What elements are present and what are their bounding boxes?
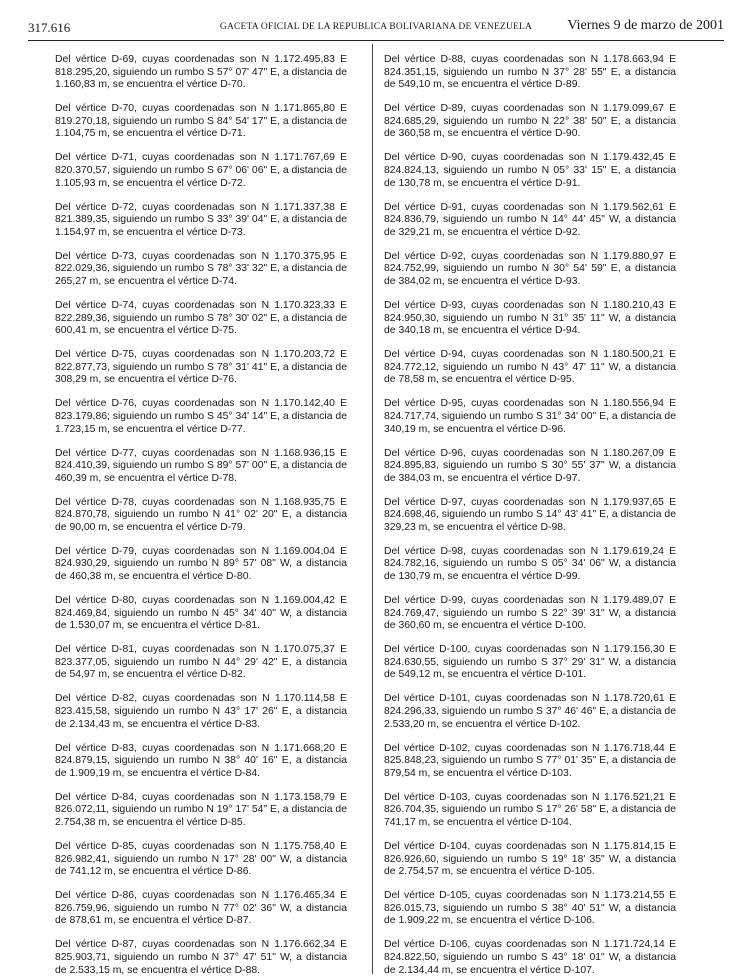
vertex-paragraph: Del vértice D-85, cuyas coordenadas son N 1.175.758,40 E 826.982,41, siguiendo un rumbo N 17° 28' 00" W, a distancia de 741,12 m, se encuentra el vértice D-86. — [55, 841, 347, 878]
vertex-paragraph: Del vértice D-81, cuyas coordenadas son N 1.170.075,37 E 823.377,05, siguiendo un rumbo N 44° 29' 42" E, a distancia de 54,97 m, se encuentra el vértice D-82. — [55, 644, 347, 681]
vertex-paragraph: Del vértice D-74, cuyas coordenadas son N 1.170.323,33 E 822.289,36, siguiendo un rumbo S 78° 30' 02" E, a distancia de 600,41 m, se encuentra el vértice D-75. — [55, 299, 347, 337]
vertex-paragraph: Del vértice D-94, cuyas coordenadas son N 1.180.500,21 E 824.772,12, siguiendo un rumbo N 43° 47' 11" W, a distancia de 78,58 m, se encuentra el vértice D-95. — [384, 349, 676, 386]
vertex-paragraph: Del vértice D-89, cuyas coordenadas son N 1.179.099,67 E 824.685,29, siguiendo un rumbo N 22° 38' 50" E, a distancia de 360,58 m, se encuentra el vértice D-90. — [384, 103, 676, 140]
vertex-paragraph: Del vértice D-100, cuyas coordenadas son N 1.179.156,30 E 824.630,55, siguiendo un rumbo S 37° 29' 31" W, a distancia de 549,12 m, se encuentra el vértice D-101. — [384, 644, 676, 681]
vertex-paragraph: Del vértice D-70, cuyas coordenadas son N 1.171.865,80 E 819.270,18, siguiendo un rumbo S 84° 54' 17" E, a distancia de 1.104,75 m, se encuentra el vértice D-71. — [55, 103, 347, 140]
vertex-paragraph: Del vértice D-92, cuyas coordenadas son N 1.179.880,97 E 824.752,99, siguiendo un rumbo N 30° 54' 59" E, a distancia de 384,02 m, se encuentra el vértice D-93. — [384, 250, 676, 287]
vertex-paragraph: Del vértice D-102, cuyas coordenadas son N 1.176.718,44 E 825.848,23, siguiendo un rumbo S 77° 01' 35" E, a distancia de 879,54 m, se encuentra el vértice D-103. — [384, 742, 676, 779]
vertex-paragraph: Del vértice D-78, cuyas coordenadas son N 1.168.935,75 E 824.870,78, siguiendo un rumbo N 41° 02' 20" E, a distancia de 90,00 m, se encuentra el vértice D-79. — [55, 496, 347, 533]
vertex-paragraph: Del vértice D-82, cuyas coordenadas son N 1.170.114,58 E 823.415,58, siguiendo un rumbo N 43° 17' 26" E, a distancia de 2.134,43 m, se encuentra el vértice D-83. — [55, 693, 347, 730]
page-number: 317.616 — [28, 20, 71, 35]
issue-date: Viernes 9 de marzo de 2001 — [567, 18, 724, 33]
vertex-paragraph: Del vértice D-104, cuyas coordenadas son N 1.175.814,15 E 826.926,60, siguiendo un rumbo S 19° 18' 35" W, a distancia de 2.754,57 m, se encuentra el vértice D-105. — [384, 841, 676, 878]
vertex-paragraph: Del vértice D-84, cuyas coordenadas son N 1.173.158,79 E 826.072,11, siguiendo un rumbo N 19° 17' 54" E, a distancia de 2.754,38 m, se encuentra el vértice D-85. — [55, 791, 347, 828]
vertex-paragraph: Del vértice D-83, cuyas coordenadas son N 1.171.668,20 E 824.879,15, siguiendo un rumbo N 38° 40' 16" E, a distancia de 1.909,19 m, se encuentra el vértice D-84. — [55, 742, 347, 779]
vertex-paragraph: Del vértice D-80, cuyas coordenadas son N 1.169.004,42 E 824.469,84, siguiendo un rumbo N 45° 34' 40" W, a distancia de 1.530,07 m, se encuentra el vértice D-81. — [55, 595, 347, 632]
vertex-paragraph: Del vértice D-103, cuyas coordenadas son N 1.176.521,21 E 826.704,35, siguiendo un rumbo S 17° 26' 58" E, a distancia de 741,17 m, se encuentra el vértice D-104. — [384, 791, 676, 828]
vertex-paragraph: Del vértice D-91, cuyas coordenadas son N 1.179.562,61 E 824.836,79, siguiendo un rumbo N 14° 44' 45" W, a distancia de 329,21 m, se encuentra el vértice D-92. — [384, 201, 676, 238]
vertex-paragraph: Del vértice D-73, cuyas coordenadas son N 1.170.375,95 E 822.029,36, siguiendo un rumbo S 78° 33' 32" E, a distancia de 265,27 m, se encuentra el vértice D-74. — [55, 250, 347, 287]
vertex-paragraph: Del vértice D-93, cuyas coordenadas son N 1.180.210,43 E 824.950,30, siguiendo un rumbo N 31° 35' 11" W, a distancia de 340,18 m, se encuentra el vértice D-94. — [384, 299, 676, 337]
right-column — [384, 54, 676, 977]
vertex-paragraph: Del vértice D-88, cuyas coordenadas son N 1.178.663,94 E 824.351,15, siguiendo un rumbo N 37° 28' 55" E, a distancia de 549,10 m, se encuentra el vértice D-89. — [384, 54, 676, 91]
vertex-paragraph: Del vértice D-101, cuyas coordenadas son N 1.178.720,61 E 824.296,33, siguiendo un rumbo S 37° 46' 46" E, a distancia de 2.533,20 m, se encuentra el vértice D-102. — [384, 693, 676, 730]
page-header — [28, 18, 724, 41]
vertex-paragraph: Del vértice D-90, cuyas coordenadas son N 1.179.432,45 E 824.824,13, siguiendo un rumbo N 05° 33' 15" E, a distancia de 130,78 m, se encuentra el vértice D-91. — [384, 152, 676, 189]
vertex-paragraph: Del vértice D-76, cuyas coordenadas son N 1.170.142,40 E 823.179,86; siguiendo un rumbo S 45° 34' 14" E, a distancia de 1.723,15 m, se encuentra el vértice D-77. — [55, 398, 347, 435]
vertex-paragraph: Del vértice D-105, cuyas coordenadas son N 1.173.214,55 E 826.015,73, siguiendo un rumbo S 38° 40' 51" W, a distancia de 1.909,22 m, se encuentra el vértice D-106. — [384, 890, 676, 927]
vertex-paragraph: Del vértice D-75, cuyas coordenadas son N 1.170.203,72 E 822.877,73, siguiendo un rumbo S 78° 31' 41" E, a distancia de 308,29 m, se encuentra el vértice D-76. — [55, 349, 347, 386]
column-divider — [372, 44, 373, 974]
vertex-paragraph: Del vértice D-95, cuyas coordenadas son N 1.180.556,94 E 824.717,74, siguiendo un rumbo S 31° 34' 00" E, a distancia de 340,19 m, se encuentra el vértice D-96. — [384, 398, 676, 435]
vertex-paragraph: Del vértice D-71, cuyas coordenadas son N 1.171.767,69 E 820.370,57, siguiendo un rumbo S 67° 06' 06" E, a distancia de 1.105,93 m, se encuentra el vértice D-72. — [55, 152, 347, 189]
left-column — [55, 54, 347, 977]
vertex-paragraph: Del vértice D-72, cuyas coordenadas son N 1.171.337,38 E 821.389,35, siguiendo un rumbo S 33° 39' 04" E, a distancia de 1.154,97 m, se encuentra el vértice D-73. — [55, 201, 347, 238]
vertex-paragraph: Del vértice D-99, cuyas coordenadas son N 1.179.489,07 E 824.769,47, siguiendo un rumbo S 22° 39' 31" W, a distancia de 360,60 m, se encuentra el vértice D-100. — [384, 595, 676, 632]
vertex-paragraph: Del vértice D-86, cuyas coordenadas son N 1.176.465,34 E 826.759,96, siguiendo un rumbo N 77° 02' 36" W, a distancia de 878,61 m, se encuentra el vértice D-87. — [55, 890, 347, 927]
vertex-paragraph: Del vértice D-69, cuyas coordenadas son N 1.172.495,83 E 818.295,20, siguiendo un rumbo S 57° 07' 47" E, a distancia de 1.160,83 m, se encuentra el vértice D-70. — [55, 54, 347, 91]
vertex-paragraph: Del vértice D-96, cuyas coordenadas son N 1.180.267,09 E 824.895,83, siguiendo un rumbo S 30° 55' 37" W, a distancia de 384,03 m, se encuentra el vértice D-97. — [384, 447, 676, 484]
vertex-paragraph: Del vértice D-79, cuyas coordenadas son N 1.169.004,04 E 824.930,29, siguiendo un rumbo N 89° 57' 08" W, a distancia de 460,38 m, se encuentra el vértice D-80. — [55, 545, 347, 583]
vertex-paragraph: Del vértice D-87, cuyas coordenadas son N 1.176.662,34 E 825.903,71, siguiendo un rumbo N 37° 47' 51" W, a distancia de 2.533,15 m, se encuentra el vértice D-88. — [55, 939, 347, 976]
vertex-paragraph: Del vértice D-97, cuyas coordenadas son N 1.179.937,65 E 824.698,46, siguiendo un rumbo S 14° 43' 41" E, a distancia de 329,23 m, se encuentra el vértice D-98. — [384, 496, 676, 533]
publication-title: GACETA OFICIAL DE LA REPUBLICA BOLIVARIANA DE VENEZUELA — [219, 22, 533, 32]
vertex-paragraph: Del vértice D-77, cuyas coordenadas son N 1.168.936,15 E 824.410,39, siguiendo un rumbo S 89° 57' 00" E, a distancia de 460,39 m, se encuentra el vértice D-78. — [55, 447, 347, 484]
vertex-paragraph: Del vértice D-106, cuyas coordenadas son N 1.171.724,14 E 824.822,50, siguiendo un rumbo S 43° 18' 01" W, a distancia de 2.134,44 m, se encuentra el vértice D-107. — [384, 939, 676, 976]
vertex-paragraph: Del vértice D-98, cuyas coordenadas son N 1.179.619,24 E 824.782,16, siguiendo un rumbo S 05° 34' 06" W, a distancia de 130,79 m, se encuentra el vértice D-99. — [384, 545, 676, 583]
